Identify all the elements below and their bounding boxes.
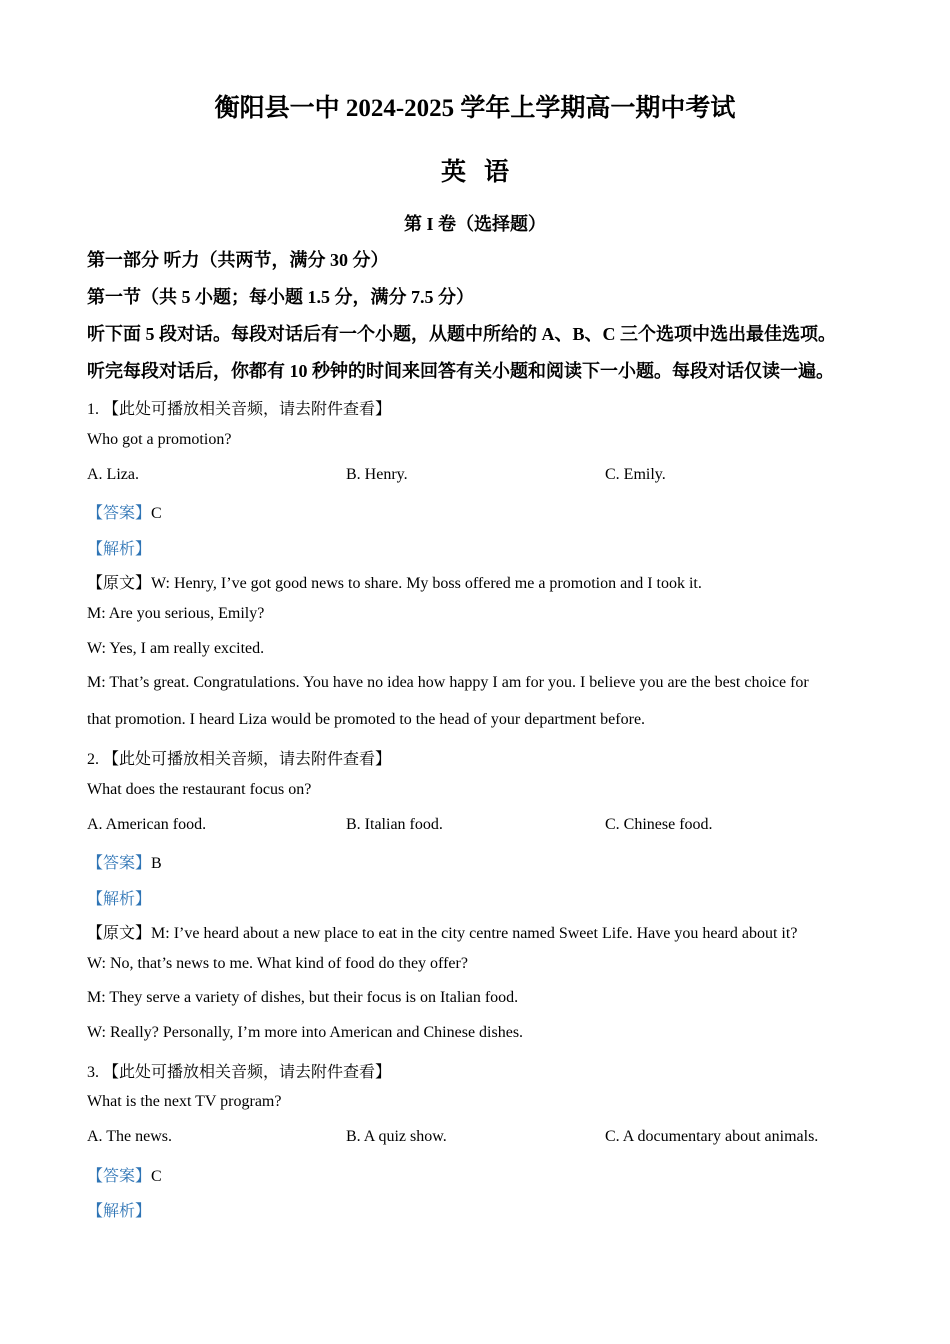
question-3-header: 3. 【此处可播放相关音频，请去附件查看】 (87, 1064, 392, 1081)
part-heading: 第一部分 听力（共两节，满分 30 分） (87, 250, 389, 270)
question-1-transcript-line: W: Yes, I am really excited. (87, 640, 265, 657)
question-2-transcript-line: W: Really? Personally, I’m more into American and Chinese dishes. (87, 1024, 524, 1041)
question-1-option-c: C. Emily. (605, 466, 666, 483)
volume-heading: 第 I 卷（选择题） (403, 214, 546, 234)
instruction-line-2: 听完每段对话后，你都有 10 秒钟的时间来回答有关小题和阅读下一小题。每段对话仅读一遍。 (87, 361, 834, 381)
question-2-header: 2. 【此处可播放相关音频，请去附件查看】 (87, 751, 392, 768)
section-heading: 第一节（共 5 小题；每小题 1.5 分，满分 7.5 分） (87, 287, 474, 307)
question-1-transcript-line: M: Are you serious, Emily? (87, 605, 265, 622)
question-3-option-a: A. The news. (87, 1128, 173, 1145)
question-3-answer (87, 1163, 162, 1186)
exam-title: 衡阳县一中 2024-2025 学年上学期高一期中考试 (214, 95, 736, 122)
question-2-analysis-label: 【解析】 (87, 891, 152, 908)
question-1-header: 1. 【此处可播放相关音频，请去附件查看】 (87, 401, 392, 418)
answer-value: C (151, 505, 162, 522)
question-1-stem: Who got a promotion? (87, 431, 232, 448)
answer-value: B (151, 855, 162, 872)
answer-label: 【答案】 (87, 1168, 152, 1185)
question-2-option-a: A. American food. (87, 816, 207, 833)
answer-label: 【答案】 (87, 505, 152, 522)
question-2-option-c: C. Chinese food. (605, 816, 713, 833)
question-1-transcript-line: M: That’s great. Congratulations. You have no idea how happy I am for you. I believe you are the best choice for (87, 674, 809, 691)
question-2-option-b: B. Italian food. (346, 816, 443, 833)
question-1-transcript-line: that promotion. I heard Liza would be promoted to the head of your department before. (87, 711, 646, 728)
question-3-stem: What is the next TV program? (87, 1093, 282, 1110)
original-label: 【原文】 (87, 925, 152, 942)
question-1-analysis-label: 【解析】 (87, 541, 152, 558)
question-2-transcript-line (87, 920, 797, 943)
transcript-text: M: I’ve heard about a new place to eat in the city centre named Sweet Life. Have you heard about it? (151, 925, 798, 942)
question-1-option-b: B. Henry. (346, 466, 408, 483)
question-2-stem: What does the restaurant focus on? (87, 781, 312, 798)
transcript-text: W: Henry, I’ve got good news to share. My boss offered me a promotion and I took it. (151, 575, 702, 592)
answer-label: 【答案】 (87, 855, 152, 872)
question-2-transcript-line: W: No, that’s news to me. What kind of food do they offer? (87, 955, 468, 972)
question-1-option-a: A. Liza. (87, 466, 139, 483)
answer-value: C (151, 1168, 162, 1185)
instruction-line-1: 听下面 5 段对话。每段对话后有一个小题，从题中所给的 A、B、C 三个选项中选出最佳选项。 (87, 324, 836, 344)
original-label: 【原文】 (87, 575, 152, 592)
question-2-transcript-line: M: They serve a variety of dishes, but their focus is on Italian food. (87, 989, 519, 1006)
question-2-answer (87, 850, 162, 873)
question-3-analysis-label: 【解析】 (87, 1203, 152, 1220)
subject-title: 英语 (440, 159, 527, 186)
question-3-option-c: C. A documentary about animals. (605, 1128, 819, 1145)
question-3-option-b: B. A quiz show. (346, 1128, 447, 1145)
question-1-transcript-line (87, 570, 702, 593)
question-1-answer (87, 500, 162, 523)
